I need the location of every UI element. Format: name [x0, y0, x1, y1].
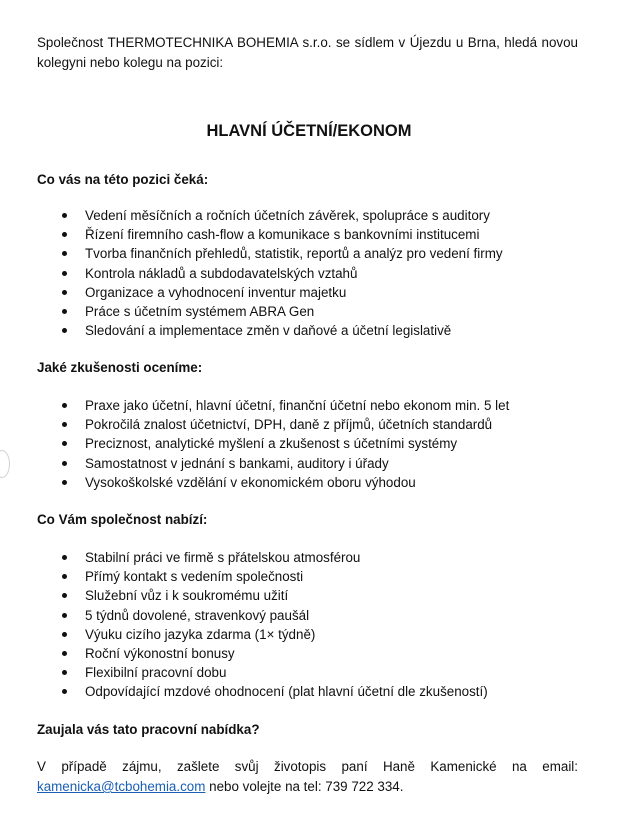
bullet-icon	[62, 422, 67, 427]
closing-paragraph	[37, 757, 578, 797]
section-heading-benefits: Co Vám společnost nabízí:	[37, 512, 208, 527]
list-item: Stabilní práci ve firmě s přátelskou atmosférou	[37, 548, 578, 567]
list-item: Tvorba finančních přehledů, statistik, reportů a analýz pro vedení firmy	[37, 244, 578, 263]
bullet-icon	[62, 213, 67, 218]
benefits-list	[37, 548, 578, 702]
bullet-icon	[62, 403, 67, 408]
bullet-icon	[62, 670, 67, 675]
bullet-icon	[62, 480, 67, 485]
list-item: Služební vůz i k soukromému užití	[37, 586, 578, 605]
bullet-icon	[62, 251, 67, 256]
contact-line	[37, 777, 578, 797]
bullet-icon	[62, 689, 67, 694]
bullet-icon	[62, 232, 67, 237]
bullet-icon	[62, 593, 67, 598]
list-item: Vysokoškolské vzdělání v ekonomickém oboru výhodou	[37, 473, 578, 492]
list-item: Sledování a implementace změn v daňové a účetní legislativě	[37, 321, 578, 340]
list-item: Pokročilá znalost účetnictví, DPH, daně z příjmů, účetních standardů	[37, 415, 578, 434]
bullet-icon	[62, 309, 67, 314]
bullet-icon	[62, 441, 67, 446]
section-heading-experience: Jaké zkušenosti oceníme:	[37, 360, 203, 375]
phone-text: nebo volejte na tel: 739 722 334.	[205, 779, 404, 794]
intro-paragraph: Společnost THERMOTECHNIKA BOHEMIA s.r.o. se sídlem v Újezdu u Brna, hledá novou kolegyni nebo kolegu na pozici:	[37, 35, 578, 70]
bullet-icon	[62, 613, 67, 618]
question-heading: Zaujala vás tato pracovní nabídka?	[37, 722, 260, 737]
bullet-icon	[62, 651, 67, 656]
experience-list	[37, 396, 578, 492]
list-item: Praxe jako účetní, hlavní účetní, finanční účetní nebo ekonom min. 5 let	[37, 396, 578, 415]
list-item: Přímý kontakt s vedením společnosti	[37, 567, 578, 586]
email-link[interactable]: kamenicka@tcbohemia.com	[37, 779, 206, 794]
bullet-icon	[62, 461, 67, 466]
bullet-icon	[62, 290, 67, 295]
list-item: Výuku cizího jazyka zdarma (1× týdně)	[37, 625, 578, 644]
bullet-icon	[62, 574, 67, 579]
list-item: Samostatnost v jednání s bankami, auditory i úřady	[37, 454, 578, 473]
closing-line: V případě zájmu, zašlete svůj životopis paní Haně Kamenické na email:	[37, 759, 578, 774]
list-item: Vedení měsíčních a ročních účetních závěrek, spolupráce s auditory	[37, 206, 578, 225]
list-item: Roční výkonostní bonusy	[37, 644, 578, 663]
list-item: Flexibilní pracovní dobu	[37, 663, 578, 682]
duties-list	[37, 206, 578, 340]
list-item: Kontrola nákladů a subdodavatelských vztahů	[37, 264, 578, 283]
bullet-icon	[62, 328, 67, 333]
list-item: Organizace a vyhodnocení inventur majetku	[37, 283, 578, 302]
list-item: Práce s účetním systémem ABRA Gen	[37, 302, 578, 321]
job-title: HLAVNÍ ÚČETNÍ/EKONOM	[206, 122, 412, 140]
list-item: 5 týdnů dovolené, stravenkový paušál	[37, 606, 578, 625]
bullet-icon	[62, 271, 67, 276]
page-edge-handle	[0, 450, 10, 478]
bullet-icon	[62, 632, 67, 637]
bullet-icon	[62, 555, 67, 560]
list-item: Preciznost, analytické myšlení a zkušenost s účetními systémy	[37, 434, 578, 453]
section-heading-duties: Co vás na této pozici čeká:	[37, 172, 209, 187]
list-item: Řízení firemního cash-flow a komunikace s bankovními institucemi	[37, 225, 578, 244]
list-item: Odpovídající mzdové ohodnocení (plat hlavní účetní dle zkušeností)	[37, 682, 578, 701]
